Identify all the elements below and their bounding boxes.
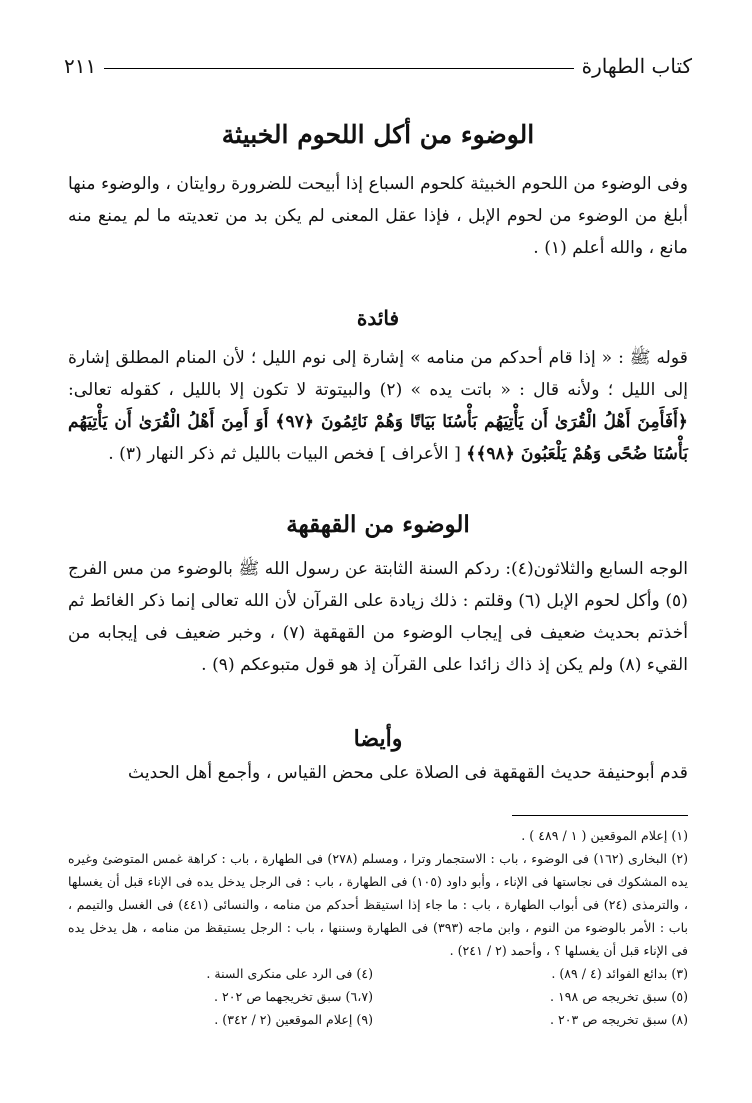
benefit-text-before: قوله ﷺ : « إذا قام أحدكم من منامه » إشارة إلى نوم الليل ؛ لأن المنام المطلق إشارة إلى الليل ؛ ولأنه قال : « باتت يده » (٢) والبيتوتة لا تكون إلا بالليل ، كقوله تعالى: xyxy=(68,348,689,400)
footnote-3: (٣) بدائع الفوائد (٤ / ٨٩) . xyxy=(551,966,688,981)
footnote-9: (٩) إعلام الموقعين (٢ / ٣٤٢) . xyxy=(214,1012,373,1027)
section-heading-laughter: الوضوء من القهقهة xyxy=(286,511,470,538)
running-header xyxy=(64,46,692,78)
header-rule xyxy=(104,68,573,69)
header-title: كتاب الطهارة xyxy=(581,54,692,78)
footnote-grid xyxy=(68,962,688,1031)
footnote-1: (١) إعلام الموقعين ( ١ / ٤٨٩ ) . xyxy=(521,828,688,843)
section-heading-also: وأيضا xyxy=(353,726,403,752)
footnote-8: (٨) سبق تخريجه ص ٢٠٣ . xyxy=(550,1012,688,1027)
section-paragraph-also: قدم أبوحنيفة حديث القهقهة فى الصلاة على محض القياس ، وأجمع أهل الحديث xyxy=(128,763,688,783)
footnote-divider xyxy=(512,815,688,816)
footnote-5: (٥) سبق تخريجه ص ١٩٨ . xyxy=(550,989,688,1004)
footnotes xyxy=(68,824,688,1031)
section-paragraph-laughter: الوجه السابع والثلاثون(٤): ردكم السنة الثابتة عن رسول الله ﷺ بالوضوء من مس الفرج (٥) وأكل لحوم الإبل (٦) وقلتم : ذلك زيادة على القرآن لأن الله تعالى إنما ذكر الغائط ثم أخذتم بحديث ضعيف فى إيجاب الوضوء من القهقهة (٧) ، وخبر ضعيف فى إيجابه من القيء (٨) ولم يكن إذ ذاك زائدا على القرآن إذ هو قول متبوعكم (٩) . xyxy=(68,559,688,675)
benefit-text-after: [ الأعراف ] فخص البيات بالليل ثم ذكر النهار (٣) . xyxy=(108,444,467,464)
section-heading-unclean-meat: الوضوء من أكل اللحوم الخبيثة xyxy=(221,120,535,149)
quran-verse: ﴿أَفَأَمِنَ أَهْلُ الْقُرَىٰ أَن يَأْتِيَهُم بَأْسُنَا بَيَاتًا وَهُمْ نَائِمُونَ ﴿٩٧﴾ أَوَ أَمِنَ أَهْلُ الْقُرَىٰ أَن يَأْتِيَهُم بَأْسُنَا ضُحًى وَهُمْ يَلْعَبُونَ ﴿٩٨﴾﴾ xyxy=(68,412,688,464)
footnote-6-7: (٦،٧) سبق تخريجهما ص ٢٠٢ . xyxy=(214,989,373,1004)
section-paragraph-unclean-meat: وفى الوضوء من اللحوم الخبيثة كلحوم السباع إذا أبيحت للضرورة روايتان ، والوضوء منها أبلغ من الوضوء من لحوم الإبل ، فإذا عقل المعنى لم يكن بد من تعديته ما لم يمنع منه مانع ، والله أعلم (١) . xyxy=(68,174,689,258)
page-number: ٢١١ xyxy=(64,54,97,78)
section-paragraph-benefit xyxy=(68,342,688,470)
footnote-2: (٢) البخارى (١٦٢) فى الوضوء ، باب : الاستجمار وترا ، ومسلم (٢٧٨) فى الطهارة ، باب : كراهة غمس المتوضئ وغيره يده المشكوك فى نجاستها فى الإناء ، وأبو داود (١٠٥) فى الطهارة ، باب : فى الرجل يدخل يده فى الإناء قبل أن يغسلها ، والترمذى (٢٤) فى أبواب الطهارة ، باب : ما جاء إذا استيقظ أحدكم من منامه ، والنسائى (٤٤١) فى الغسل والتيمم ، باب : الأمر بالوضوء من النوم ، وابن ماجه (٣٩٣) فى الطهارة وسننها ، باب : الرجل يستيقظ من منامه ، هل يدخل يده فى الإناء قبل أن يغسلها ؟ ، وأحمد (٢ / ٢٤١) . xyxy=(68,851,689,958)
footnote-4: (٤) فى الرد على منكرى السنة . xyxy=(206,966,373,981)
section-heading-benefit: فائدة xyxy=(356,306,400,330)
